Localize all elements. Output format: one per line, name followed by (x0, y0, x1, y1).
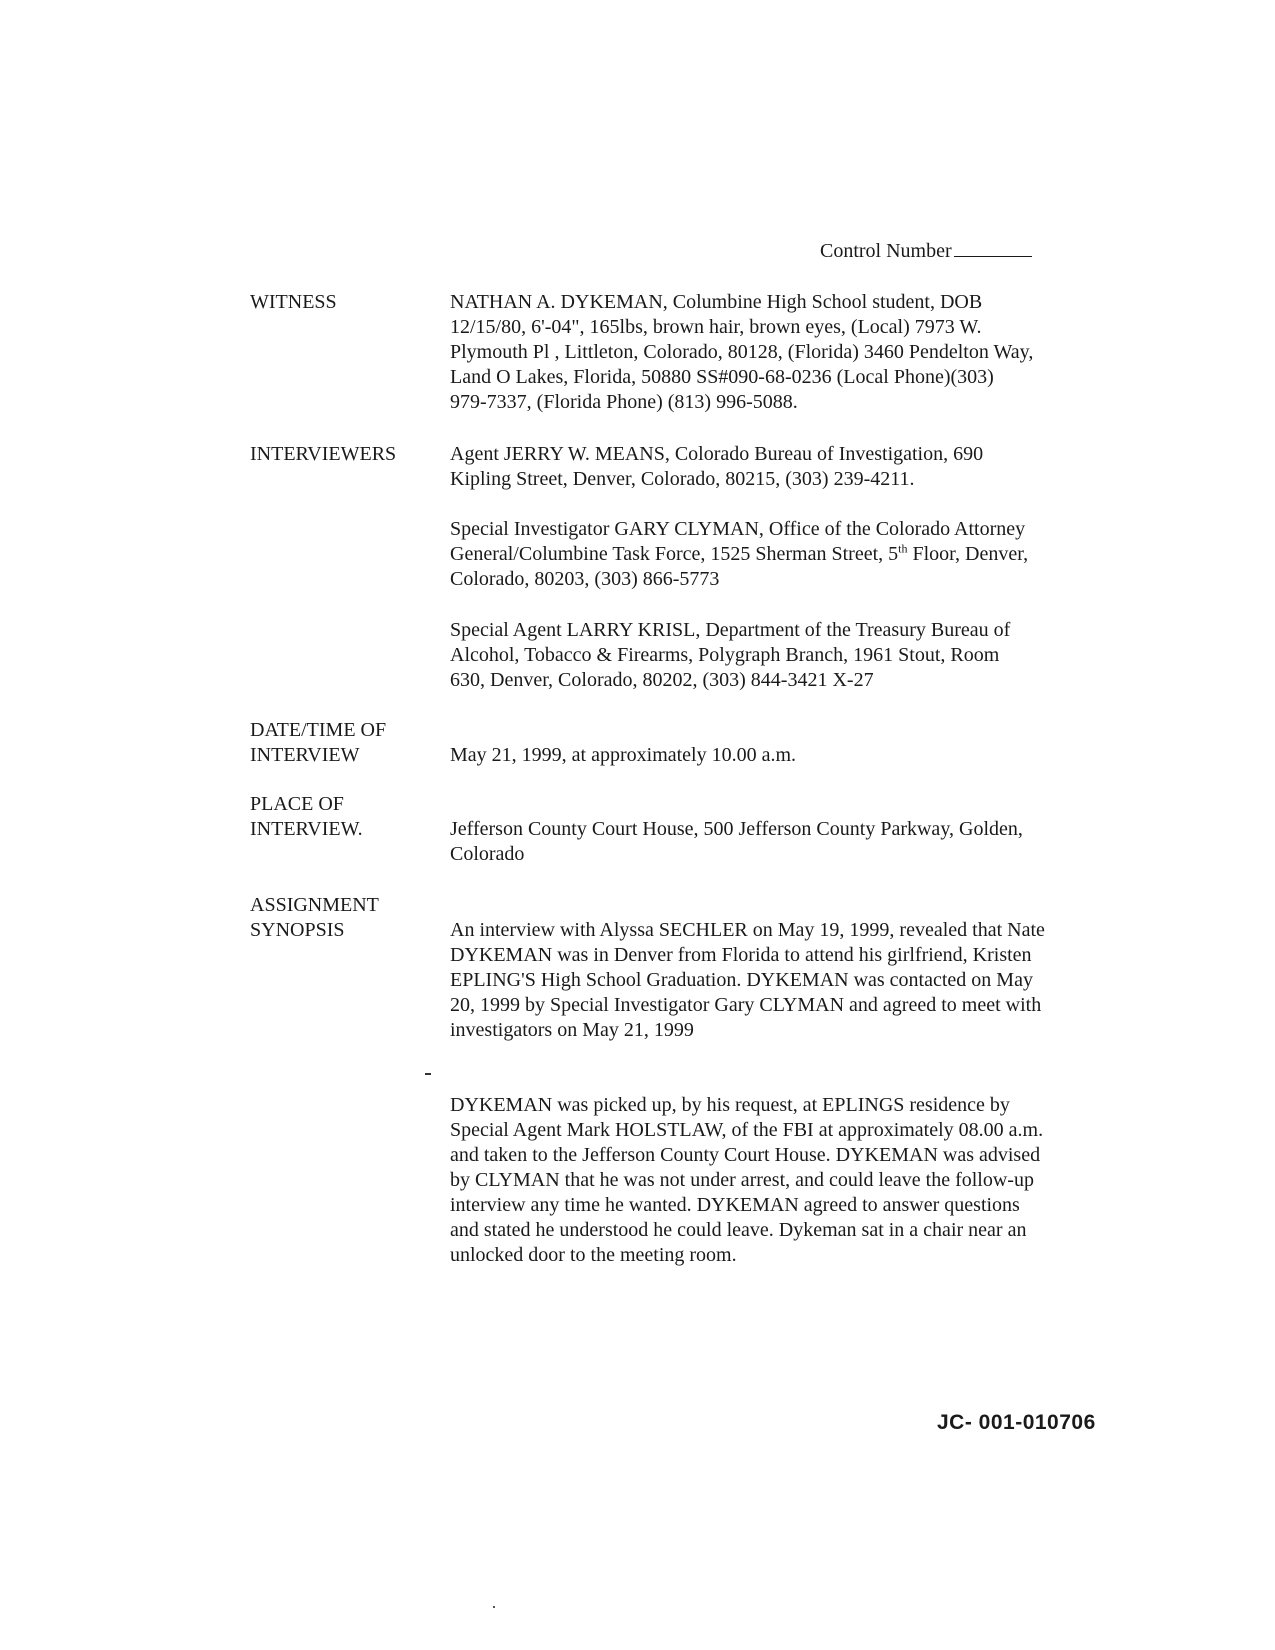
place-label-line2: INTERVIEW. (250, 818, 363, 840)
datetime-label-line2: INTERVIEW (250, 744, 360, 766)
place-text: Jefferson County Court House, 500 Jefferson County Parkway, Golden, Colorado (450, 818, 1023, 865)
control-number-blank (954, 238, 1032, 257)
interviewer-2-sup: th (898, 541, 908, 556)
interviewer-2-text-end: Floor, Denver, Colorado, 80203, (303) 866-5773 (450, 543, 1029, 590)
place-label-line1: PLACE OF (250, 793, 344, 815)
place-label (250, 792, 440, 842)
scan-mark (425, 1073, 431, 1075)
witness-label: WITNESS (250, 291, 337, 313)
control-number (820, 238, 1032, 264)
witness-text: NATHAN A. DYKEMAN, Columbine High School student, DOB 12/15/80, 6'-04", 165lbs, brown hair, brown eyes, (Local) 7973 W. Plymouth Pl , Littleton, Colorado, 80128, (Florida) 3460 Pendelton Way, Land O Lakes, Florida, 50880 SS#090-68-0236 (Local Phone)(303) 979-7337, (Florida Phone) (813) 996-5088. (450, 291, 1034, 413)
scan-dot (493, 1606, 495, 1608)
datetime-text: May 21, 1999, at approximately 10.00 a.m. (450, 744, 797, 766)
control-number-label: Control Number (820, 240, 952, 262)
interviewer-3: Special Agent LARRY KRISL, Department of the Treasury Bureau of Alcohol, Tobacco & Firearms, Polygraph Branch, 1961 Stout, Room 630, Denver, Colorado, 80202, (303) 844-3421 X-27 (450, 619, 1011, 691)
interviewer-1: Agent JERRY W. MEANS, Colorado Bureau of Investigation, 690 Kipling Street, Denver, Colorado, 80215, (303) 239-4211. (450, 443, 984, 490)
assignment-label-line1: ASSIGNMENT (250, 894, 379, 916)
synopsis-paragraph-1: An interview with Alyssa SECHLER on May 19, 1999, revealed that Nate DYKEMAN was in Denver from Florida to attend his girlfriend, Kristen EPLING'S High School Graduation. DYKEMAN was contacted on May 20, 1999 by Special Investigator Gary CLYMAN and agreed to meet with investigators on May 21, 1999 (450, 919, 1045, 1041)
document-number-stamp: JC- 001-010706 (937, 1411, 1096, 1434)
assignment-label (250, 893, 440, 943)
interviewer-2-text: Special Investigator GARY CLYMAN, Office of the Colorado Attorney General/Columbine Task Force, 1525 Sherman Street, 5 (450, 518, 1026, 565)
assignment-label-line2: SYNOPSIS (250, 919, 345, 941)
datetime-label-line1: DATE/TIME OF (250, 719, 387, 741)
synopsis-paragraph-2: DYKEMAN was picked up, by his request, at EPLINGS residence by Special Agent Mark HOLSTLAW, of the FBI at approximately 08.00 a.m. and taken to the Jefferson County Court House. DYKEMAN was advised by CLYMAN that he was not under arrest, and could leave the follow-up interview any time he wanted. DYKEMAN agreed to answer questions and stated he understood he could leave. Dykeman sat in a chair near an unlocked door to the meeting room. (450, 1094, 1044, 1266)
interviewer-2 (450, 517, 1035, 592)
datetime-label (250, 718, 440, 768)
interviewers-label: INTERVIEWERS (250, 443, 397, 465)
